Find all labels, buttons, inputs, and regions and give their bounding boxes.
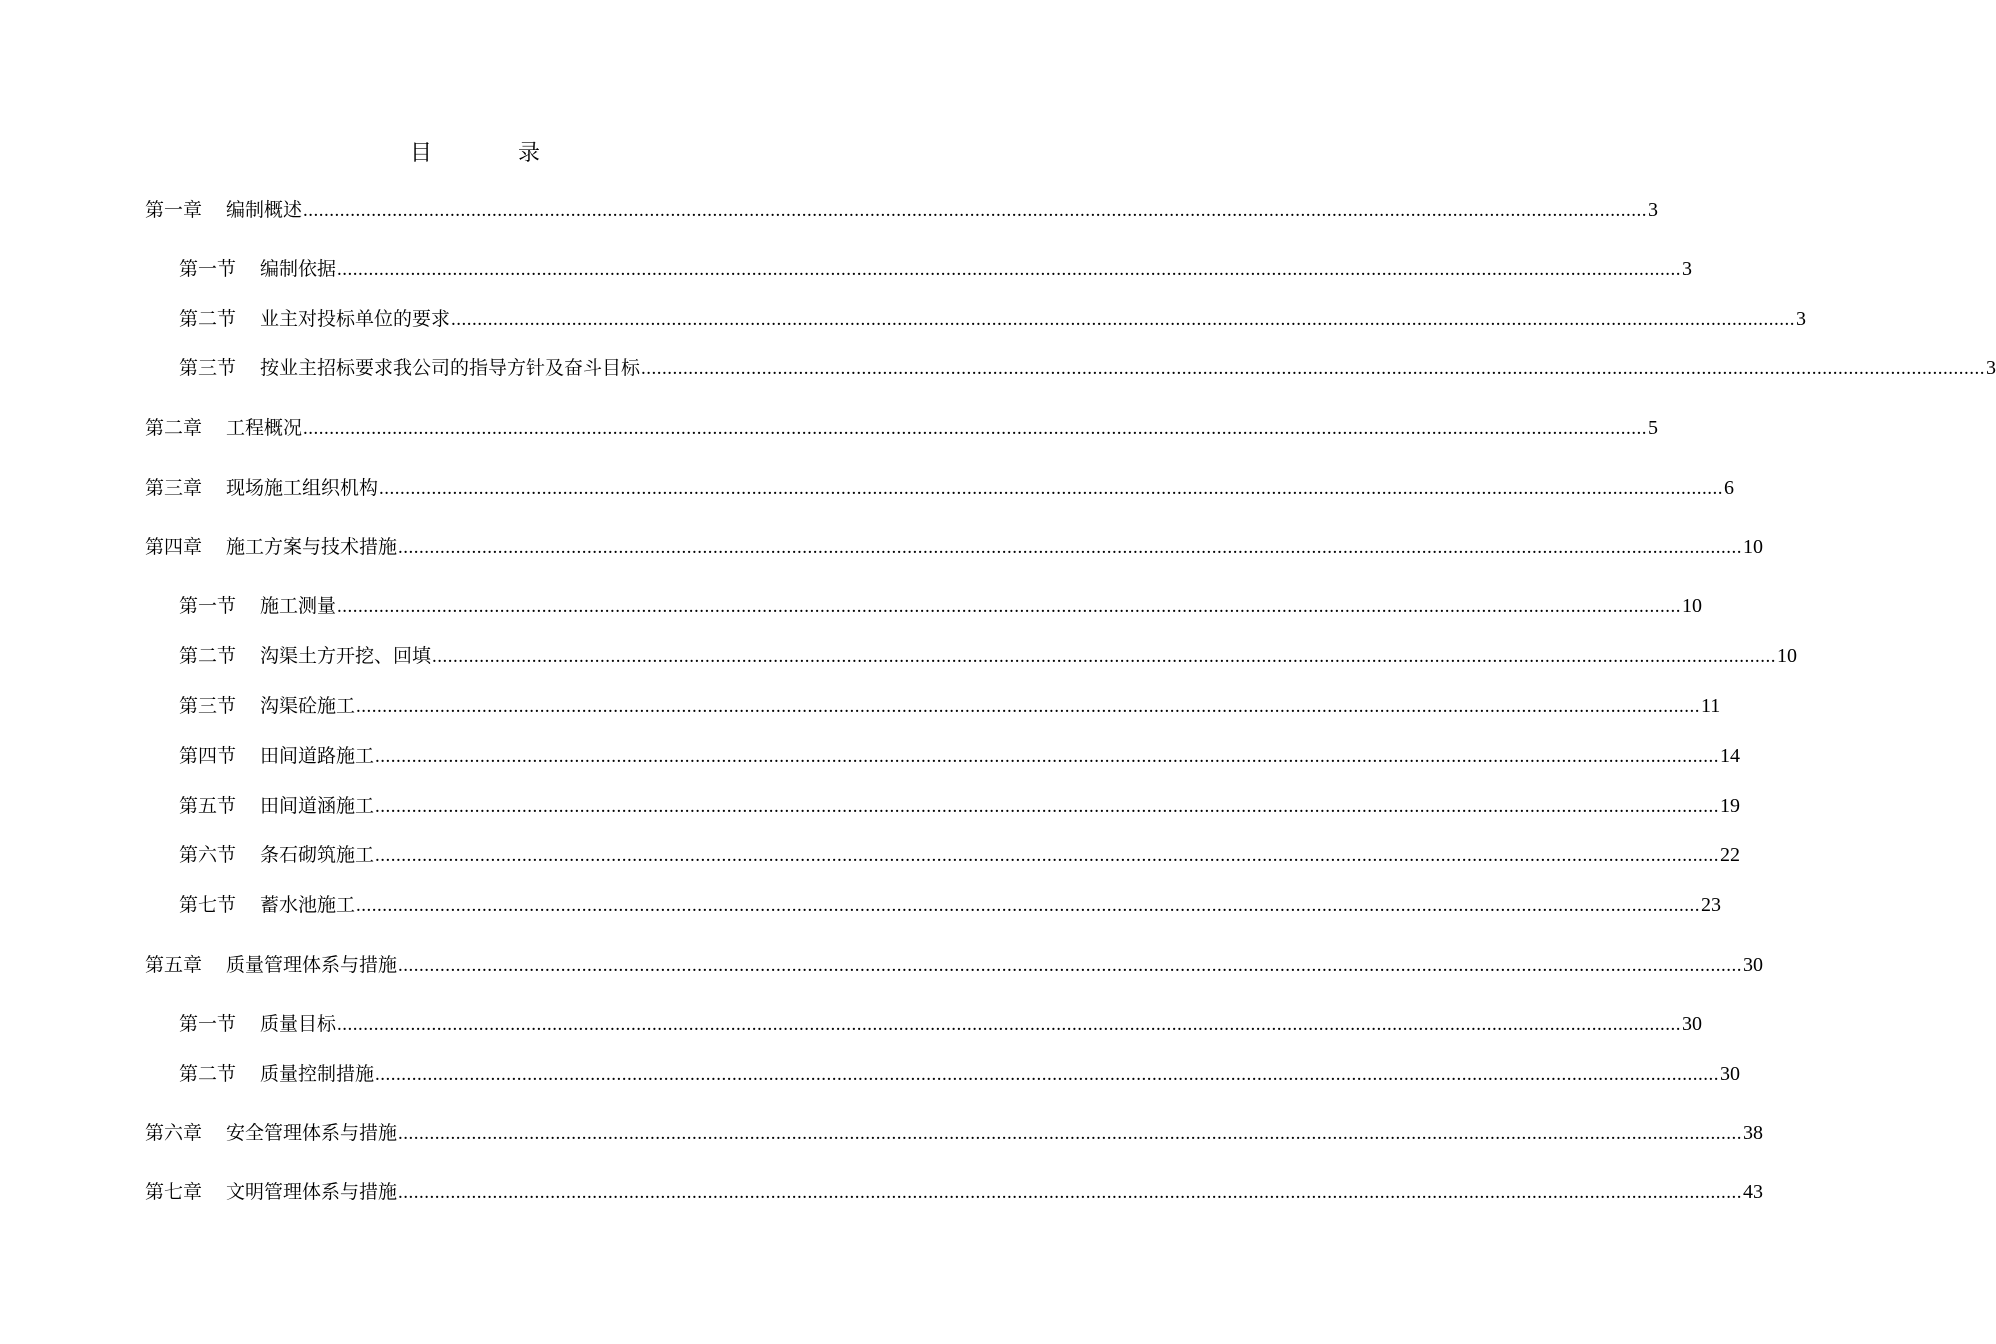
- entry-title: 按业主招标要求我公司的指导方针及奋斗目标: [260, 357, 641, 379]
- dot-leader: ................................................................................................................................................................................................................................................................: [451, 309, 1796, 330]
- dot-leader: ................................................................................................................................................................................................................................................................: [398, 1123, 1743, 1144]
- dot-leader: ................................................................................................................................................................................................................................................................: [356, 895, 1701, 916]
- entry-number: 第六节: [179, 844, 237, 866]
- entry-page-number: 6: [1724, 477, 1735, 499]
- entry-number: 第七章: [145, 1181, 203, 1203]
- toc-entry-section[interactable]: [179, 307, 1807, 331]
- toc-entry-section[interactable]: [179, 644, 1798, 668]
- dot-leader: ................................................................................................................................................................................................................................................................: [379, 478, 1724, 499]
- dot-leader: ................................................................................................................................................................................................................................................................: [398, 955, 1743, 976]
- entry-number: 第二章: [145, 417, 203, 439]
- dot-leader: ................................................................................................................................................................................................................................................................: [356, 696, 1701, 717]
- entry-page-number: 10: [1743, 536, 1764, 558]
- dot-leader: ................................................................................................................................................................................................................................................................: [337, 1014, 1682, 1035]
- entry-title: 编制概述: [226, 199, 303, 221]
- entry-page-number: 38: [1743, 1122, 1764, 1144]
- toc-entry-chapter-2[interactable]: [145, 416, 1659, 440]
- entry-page-number: 10: [1682, 595, 1703, 617]
- toc-entry-section[interactable]: [179, 794, 1741, 818]
- dot-leader: ................................................................................................................................................................................................................................................................: [398, 537, 1743, 558]
- toc-entry-chapter-3[interactable]: [145, 476, 1735, 500]
- entry-title: 田间道涵施工: [260, 795, 375, 817]
- entry-title: 质量管理体系与措施: [226, 954, 398, 976]
- dot-leader: ................................................................................................................................................................................................................................................................: [375, 845, 1720, 866]
- entry-page-number: 3: [1796, 308, 1807, 330]
- dot-leader: ................................................................................................................................................................................................................................................................: [641, 358, 1986, 379]
- dot-leader: ................................................................................................................................................................................................................................................................: [375, 746, 1720, 767]
- dot-leader: ................................................................................................................................................................................................................................................................: [375, 1064, 1720, 1085]
- dot-leader: ................................................................................................................................................................................................................................................................: [337, 259, 1682, 280]
- entry-number: 第四节: [179, 745, 237, 767]
- entry-title: 质量控制措施: [260, 1063, 375, 1085]
- entry-title: 质量目标: [260, 1013, 337, 1035]
- entry-title: 沟渠砼施工: [260, 695, 356, 717]
- toc-entry-section[interactable]: [179, 1012, 1703, 1036]
- entry-page-number: 22: [1720, 844, 1741, 866]
- entry-title: 编制依据: [260, 258, 337, 280]
- entry-page-number: 11: [1701, 695, 1721, 717]
- entry-title: 沟渠土方开挖、回填: [260, 645, 432, 667]
- entry-number: 第三节: [179, 357, 237, 379]
- entry-number: 第五章: [145, 954, 203, 976]
- entry-title: 施工测量: [260, 595, 337, 617]
- entry-title: 文明管理体系与措施: [226, 1181, 398, 1203]
- entry-page-number: 3: [1682, 258, 1693, 280]
- entry-number: 第一节: [179, 595, 237, 617]
- toc-entry-section[interactable]: [179, 694, 1721, 718]
- toc-entry-section[interactable]: [179, 594, 1703, 618]
- dot-leader: ................................................................................................................................................................................................................................................................: [375, 796, 1720, 817]
- toc-entry-chapter-7[interactable]: [145, 1180, 1764, 1204]
- entry-number: 第三章: [145, 477, 203, 499]
- entry-title: 田间道路施工: [260, 745, 375, 767]
- toc-title: 目 录: [409, 141, 572, 166]
- entry-number: 第二节: [179, 308, 237, 330]
- entry-page-number: 43: [1743, 1181, 1764, 1203]
- toc-entry-chapter-4[interactable]: [145, 535, 1764, 559]
- toc-entry-chapter-5[interactable]: [145, 953, 1764, 977]
- entry-page-number: 5: [1648, 417, 1659, 439]
- dot-leader: ................................................................................................................................................................................................................................................................: [303, 200, 1648, 221]
- entry-title: 工程概况: [226, 417, 303, 439]
- entry-title: 安全管理体系与措施: [226, 1122, 398, 1144]
- entry-title: 蓄水池施工: [260, 894, 356, 916]
- dot-leader: ................................................................................................................................................................................................................................................................: [303, 418, 1648, 439]
- entry-title: 现场施工组织机构: [226, 477, 379, 499]
- entry-page-number: 3: [1648, 199, 1659, 221]
- entry-title: 施工方案与技术措施: [226, 536, 398, 558]
- entry-page-number: 30: [1720, 1063, 1741, 1085]
- entry-number: 第四章: [145, 536, 203, 558]
- toc-entry-chapter-1[interactable]: [145, 198, 1659, 222]
- dot-leader: ................................................................................................................................................................................................................................................................: [398, 1182, 1743, 1203]
- toc-entry-chapter-6[interactable]: [145, 1121, 1764, 1145]
- entry-page-number: 10: [1777, 645, 1798, 667]
- toc-entry-section[interactable]: [179, 843, 1741, 867]
- entry-title: 条石砌筑施工: [260, 844, 375, 866]
- entry-page-number: 14: [1720, 745, 1741, 767]
- entry-page-number: 30: [1743, 954, 1764, 976]
- toc-entry-section[interactable]: [179, 893, 1722, 917]
- toc-entry-section[interactable]: [179, 356, 1996, 380]
- entry-page-number: 30: [1682, 1013, 1703, 1035]
- dot-leader: ................................................................................................................................................................................................................................................................: [432, 646, 1777, 667]
- entry-page-number: 23: [1701, 894, 1722, 916]
- toc-entry-section[interactable]: [179, 744, 1741, 768]
- entry-number: 第二节: [179, 1063, 237, 1085]
- entry-number: 第三节: [179, 695, 237, 717]
- entry-number: 第一节: [179, 258, 237, 280]
- entry-number: 第五节: [179, 795, 237, 817]
- entry-number: 第一节: [179, 1013, 237, 1035]
- entry-number: 第二节: [179, 645, 237, 667]
- entry-number: 第七节: [179, 894, 237, 916]
- entry-page-number: 19: [1720, 795, 1741, 817]
- entry-number: 第一章: [145, 199, 203, 221]
- toc-entry-section[interactable]: [179, 257, 1693, 281]
- entry-page-number: 3: [1986, 357, 1996, 379]
- toc-entry-section[interactable]: [179, 1062, 1741, 1086]
- dot-leader: ................................................................................................................................................................................................................................................................: [337, 596, 1682, 617]
- entry-title: 业主对投标单位的要求: [260, 308, 451, 330]
- entry-number: 第六章: [145, 1122, 203, 1144]
